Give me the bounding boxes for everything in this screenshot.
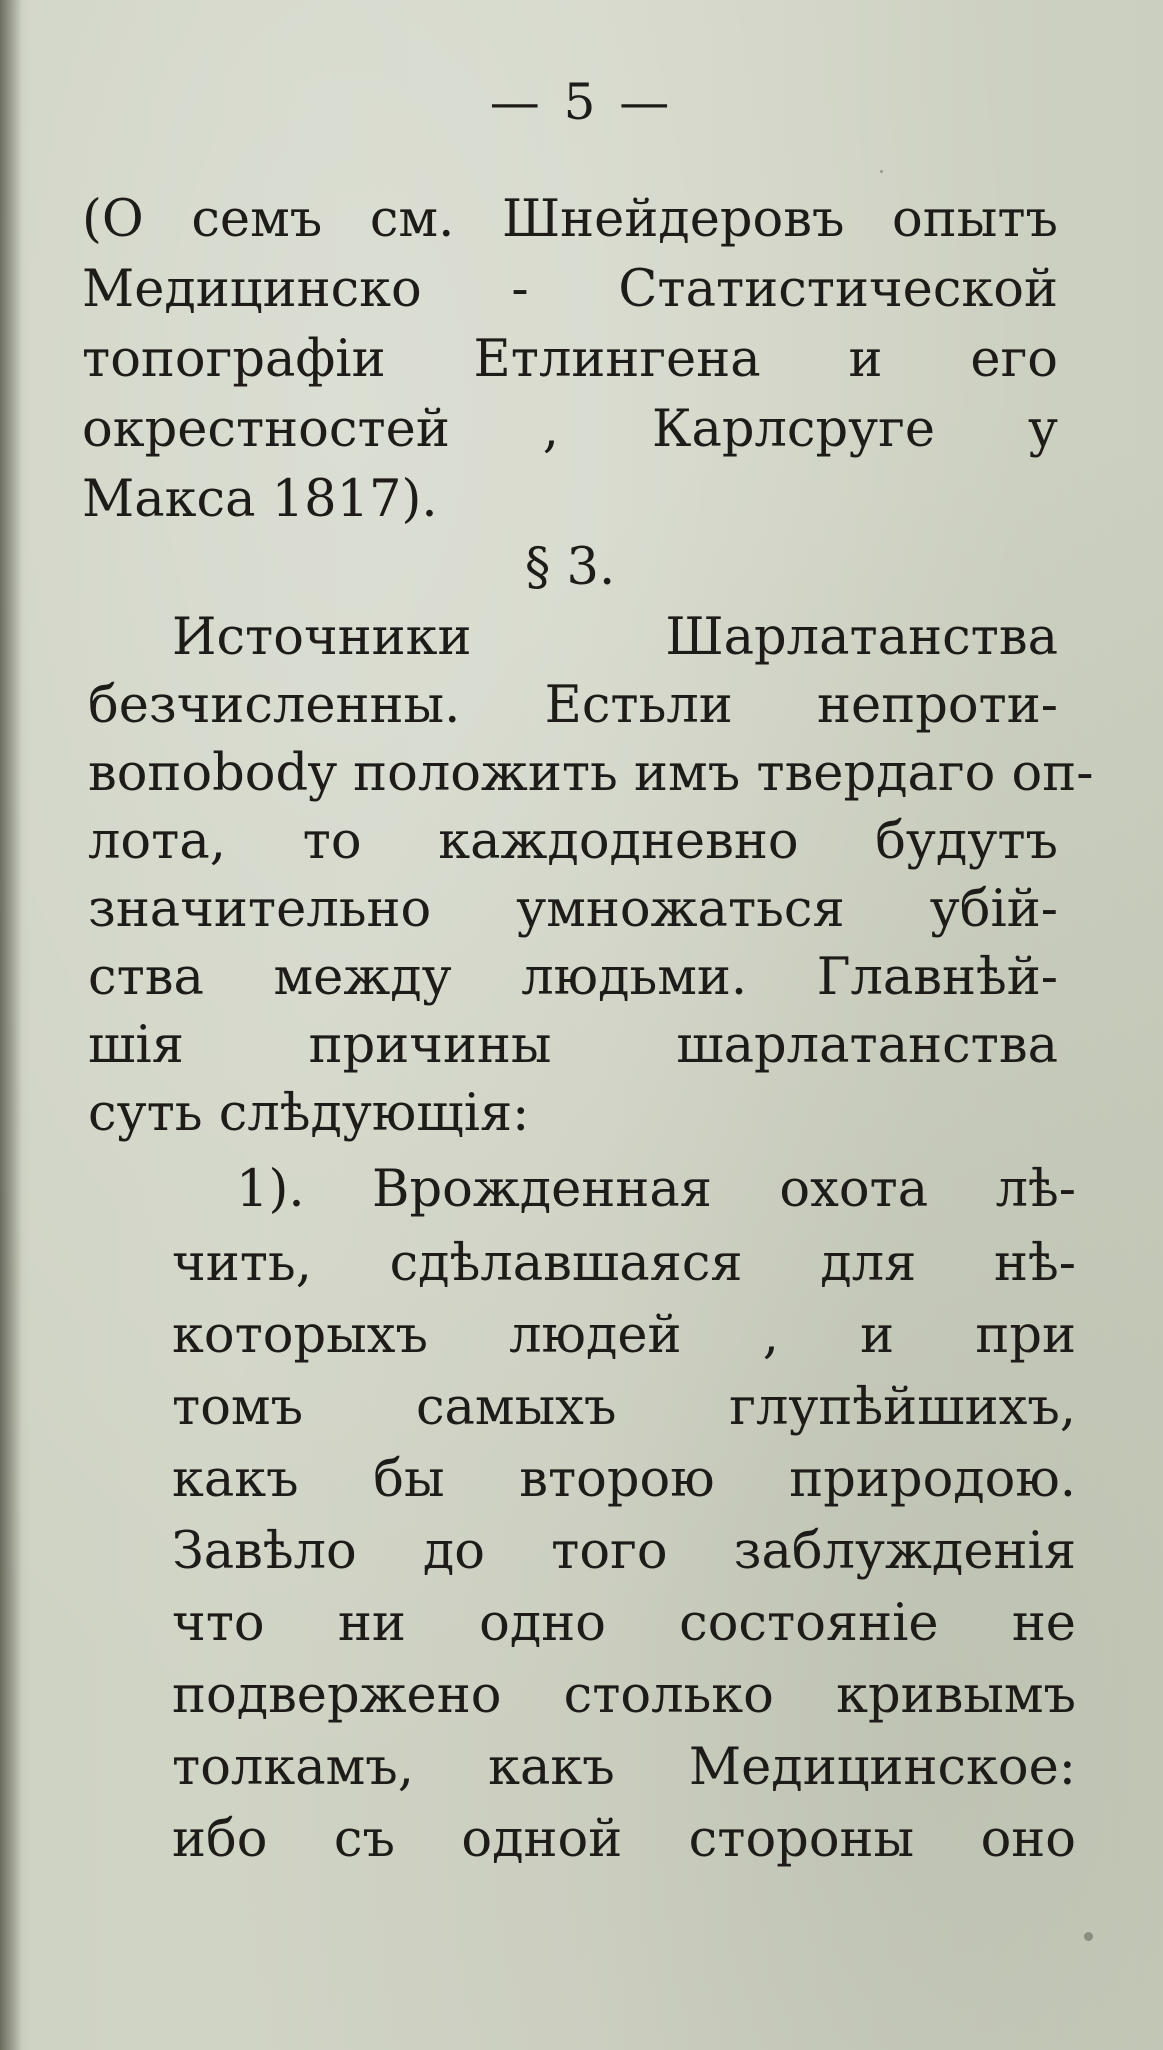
text-line: шія причины шарлатанства xyxy=(88,1016,1058,1075)
text-line: ибо съ одной стороны оно xyxy=(172,1810,1076,1869)
text-line: толкамъ, какъ Медицинское: xyxy=(172,1738,1076,1797)
text-line: Завѣло до того заблужденія xyxy=(172,1522,1076,1581)
text-line: подвержено столько кривымъ xyxy=(172,1666,1076,1725)
text-line: что ни одно состояніе не xyxy=(172,1594,1076,1653)
text-line: Источники Шарлатанства xyxy=(172,608,1058,667)
text-line: (О семъ см. Шнейдеровъ опытъ xyxy=(82,190,1058,249)
text-line: вопоbody положить имъ твердаго оп- xyxy=(88,744,1094,803)
paper-speck xyxy=(880,170,883,173)
text-line: значительно умножаться убій- xyxy=(88,880,1058,939)
text-line: чить, сдѣлавшаяся для нѣ- xyxy=(172,1234,1076,1293)
text-line: топографіи Етлингена и его xyxy=(82,330,1058,389)
text-line: Медицинско - Статистической xyxy=(82,260,1058,319)
text-line: безчисленны. Естьли непроти- xyxy=(88,676,1058,735)
paper-speck xyxy=(1084,1932,1093,1941)
text-line: суть слѣдующія: xyxy=(88,1084,530,1143)
section-heading: § 3. xyxy=(524,538,616,597)
text-line: окрестностей , Карлсруге у xyxy=(82,400,1058,459)
text-line: ства между людьми. Главнѣй- xyxy=(88,948,1058,1007)
text-line: лота, то каждодневно будутъ xyxy=(88,812,1058,871)
text-line: томъ самыхъ глупѣйшихъ, xyxy=(172,1378,1076,1437)
text-line: какъ бы второю природою. xyxy=(172,1450,1076,1509)
text-line: Макса 1817). xyxy=(82,470,438,529)
text-line: которыхъ людей , и при xyxy=(172,1306,1076,1365)
spine-shadow xyxy=(0,0,22,2050)
page-number: — 5 — xyxy=(489,73,674,131)
text-line: 1). Врожденная охота лѣ- xyxy=(236,1160,1076,1219)
